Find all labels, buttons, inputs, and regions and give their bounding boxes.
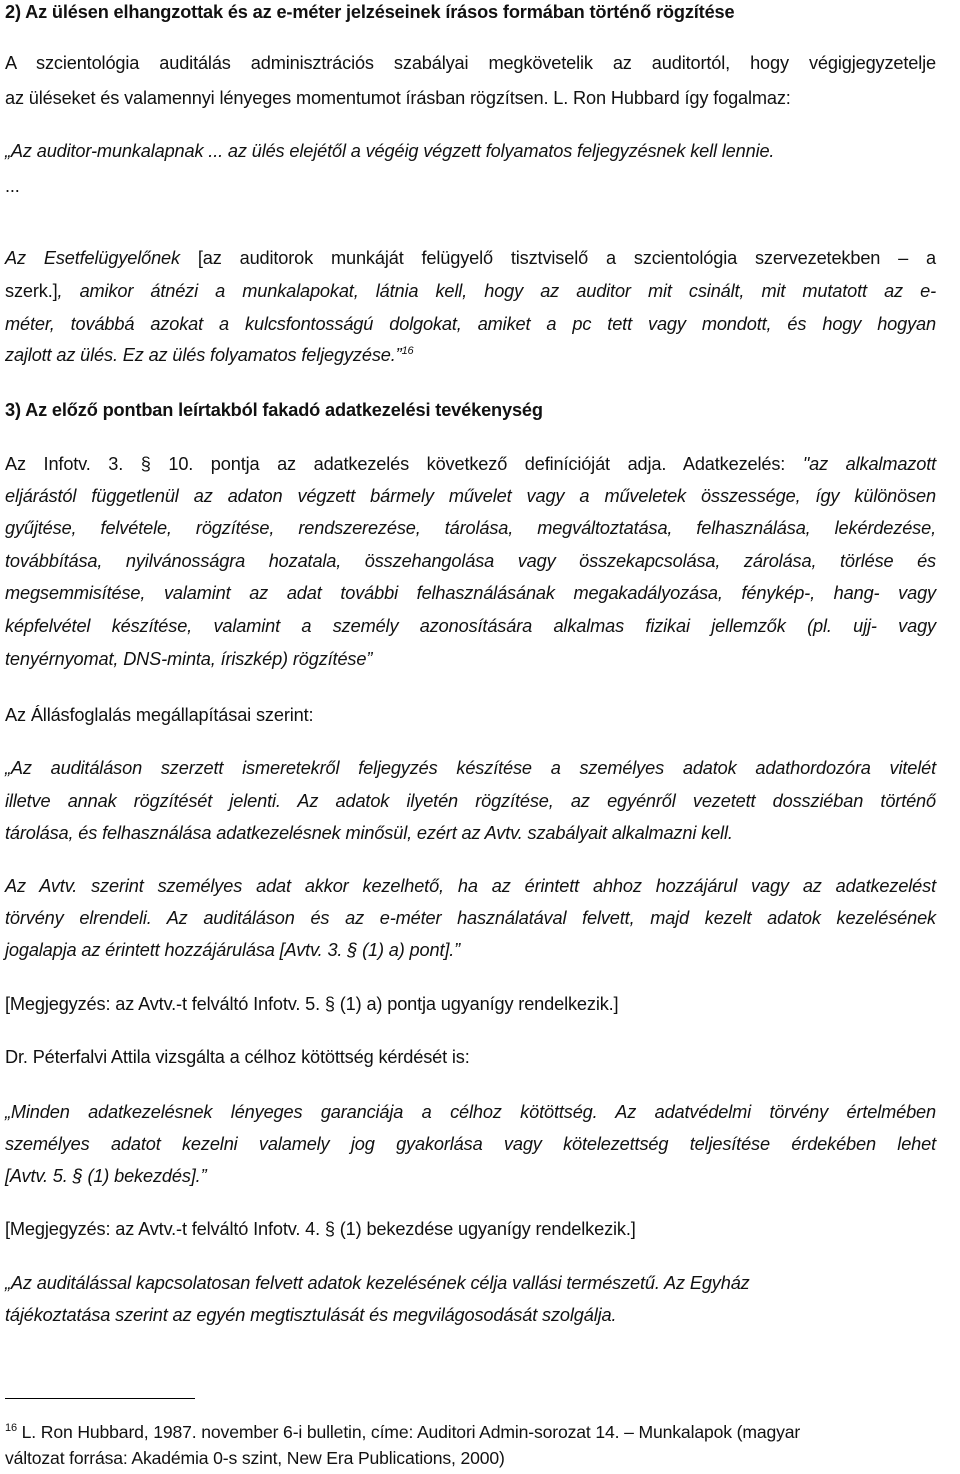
paragraph-line bbox=[5, 452, 936, 476]
paragraph-line: Dr. Péterfalvi Attila vizsgálta a célhoz kötöttség kérdését is: bbox=[5, 1047, 470, 1067]
quote-line bbox=[5, 246, 936, 270]
editor-insert: [az auditorok munkáját felügyelő tisztviselő a szcientológia szervezetekben – a bbox=[179, 248, 937, 268]
quote-line: „Az auditor-munkalapnak ... az ülés elejétől a végéig végzett folyamatos feljegyzésnek kell lennie. bbox=[5, 141, 775, 161]
paragraph-line: A szcientológia auditálás adminisztrációs szabályai megkövetelik az auditortól, hogy végigjegyzetelje bbox=[5, 53, 936, 73]
quote-line: jogalapja az érintett hozzájárulása [Avtv. 3. § (1) a) pont].” bbox=[5, 940, 461, 960]
paragraph-line: az üléseket és valamennyi lényeges momentumot írásban rögzítsen. L. Ron Hubbard így fogalmaz: bbox=[5, 88, 791, 108]
paragraph-text: Az Infotv. 3. § 10. pontja az adatkezelés következő definícióját adja. Adatkezelés: bbox=[5, 454, 803, 474]
definition-line: képfelvétel készítése, valamint a személy azonosítására alkalmas fizikai jellemzők (pl. ujj- vagy bbox=[5, 616, 936, 636]
definition-line: tenyérnyomat, DNS-minta, íriszkép) rögzítése” bbox=[5, 649, 373, 669]
footnote-text: L. Ron Hubbard, 1987. november 6-i bulletin, címe: Auditori Admin-sorozat 14. – Munkalapok (magyar bbox=[16, 1422, 801, 1442]
footnote-separator bbox=[5, 1398, 195, 1399]
quote-line: tájékoztatása szerint az egyén megtisztulását és megvilágosodását szolgálja. bbox=[5, 1305, 617, 1325]
definition-line: megsemmisítése, valamint az adat további felhasználásának megakadályozása, fénykép-, hang- vagy bbox=[5, 583, 936, 603]
quote-line: méter, továbbá azokat a kulcsfontosságú dolgokat, amiket a pc tett vagy mondott, és hogy hogyan bbox=[5, 314, 936, 334]
quote-text: Az Esetfelügyelőnek bbox=[5, 248, 180, 268]
definition-line: gyűjtése, felvétele, rögzítése, rendszerezése, tárolása, megváltoztatása, felhasználása, lekérdezése, bbox=[5, 518, 936, 538]
definition-text: "az alkalmazott bbox=[802, 454, 936, 474]
quote-line: „Minden adatkezelésnek lényeges garanciája a célhoz kötöttség. Az adatvédelmi törvény értelmében bbox=[5, 1102, 936, 1122]
footnote-number: 16 bbox=[5, 1422, 17, 1435]
footnote-line bbox=[5, 1420, 800, 1444]
quote-line: illetve annak rögzítését jelenti. Az adatok ilyetén rögzítése, az egyénről vezetett dossziéban történő bbox=[5, 791, 936, 811]
quote-text: zajlott az ülés. Ez az ülés folyamatos feljegyzése.” bbox=[5, 345, 402, 365]
definition-line: eljárástól függetlenül az adaton végzett bármely művelet vagy a műveletek összessége, így különösen bbox=[5, 486, 936, 506]
section-heading-2: 2) Az ülésen elhangzottak és az e-méter jelzéseinek írásos formában történő rögzítése bbox=[5, 2, 735, 22]
footnote-reference[interactable]: 16 bbox=[401, 344, 414, 357]
quote-line: Az Avtv. szerint személyes adat akkor kezelhető, ha az érintett ahhoz hozzájárul vagy az adatkezelést bbox=[5, 876, 936, 896]
ellipsis: ... bbox=[5, 176, 20, 196]
paragraph-line: Az Állásfoglalás megállapításai szerint: bbox=[5, 705, 314, 725]
quote-line: „Az auditáláson szerzett ismeretekről feljegyzés készítése a személyes adatok adathordozóra vitelét bbox=[5, 758, 936, 778]
editor-note: [Megjegyzés: az Avtv.-t felváltó Infotv. 5. § (1) a) pontja ugyanígy rendelkezik.] bbox=[5, 994, 619, 1014]
editor-insert: szerk.] bbox=[5, 281, 58, 301]
quote-line: tárolása, és felhasználása adatkezelésnek minősül, ezért az Avtv. szabályait alkalmazni kell. bbox=[5, 823, 733, 843]
quote-line: [Avtv. 5. § (1) bekezdés].” bbox=[5, 1166, 207, 1186]
quote-line: „Az auditálással kapcsolatosan felvett adatok kezelésének célja vallási természetű. Az Egyház bbox=[5, 1273, 750, 1293]
quote-line bbox=[5, 343, 414, 367]
editor-note: [Megjegyzés: az Avtv.-t felváltó Infotv. 4. § (1) bekezdése ugyanígy rendelkezik.] bbox=[5, 1219, 636, 1239]
section-heading-3: 3) Az előző pontban leírtakból fakadó adatkezelési tevékenység bbox=[5, 400, 543, 420]
quote-text: , amikor átnézi a munkalapokat, látnia kell, hogy az auditor mit csinált, mit mutatott az e- bbox=[57, 281, 936, 301]
quote-line bbox=[5, 279, 936, 303]
definition-line: továbbítása, nyilvánosságra hozatala, összehangolása vagy összekapcsolása, zárolása, törlése és bbox=[5, 551, 936, 571]
quote-line: személyes adatot kezelni valamely jog gyakorlása vagy kötelezettség teljesítése érdekében lehet bbox=[5, 1134, 936, 1154]
quote-line: törvény elrendeli. Az auditáláson és az e-méter használatával felvett, majd kezelt adatok kezelésének bbox=[5, 908, 936, 928]
footnote-line: változat forrása: Akadémia 0-s szint, New Era Publications, 2000) bbox=[5, 1448, 505, 1468]
